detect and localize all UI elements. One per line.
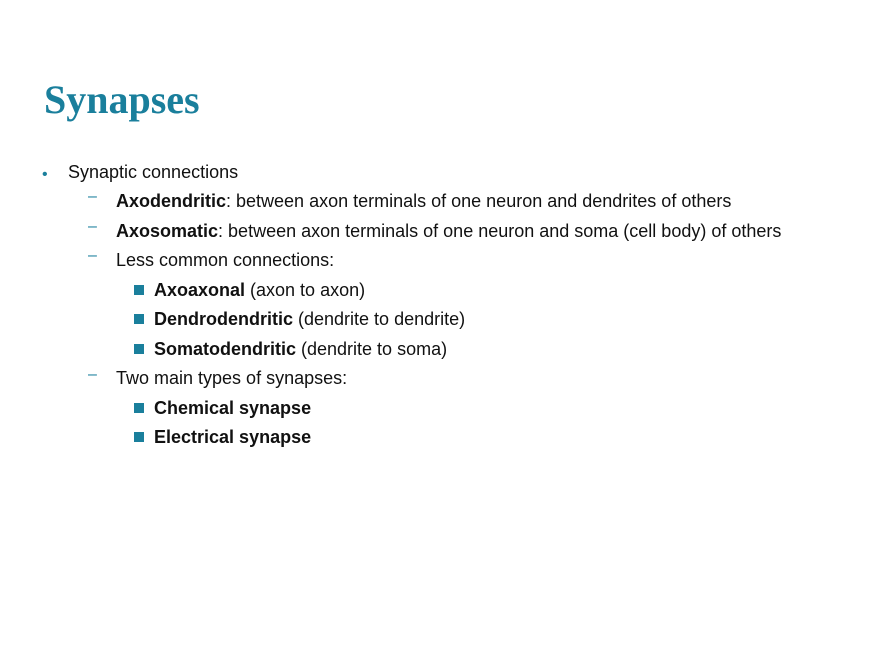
description: : between axon terminals of one neuron and dendrites of others — [226, 191, 732, 211]
slide-title: Synapses — [44, 77, 200, 122]
item-axoaxonal — [154, 279, 365, 301]
dash-icon: – — [88, 188, 97, 205]
item-less-common — [116, 249, 334, 271]
term: Axoaxonal — [154, 280, 246, 300]
description: : between axon terminals of one neuron and soma (cell body) of others — [218, 221, 782, 241]
term: Dendrodendritic — [154, 309, 294, 329]
square-bullet-icon — [134, 432, 144, 442]
item-axosomatic — [116, 220, 781, 242]
term: Axodendritic — [116, 191, 227, 211]
item-electrical-synapse — [154, 426, 311, 448]
item-axodendritic — [116, 190, 731, 212]
item-somatodendritic — [154, 338, 447, 360]
dash-icon: – — [88, 366, 97, 383]
term: Somatodendritic — [154, 339, 297, 359]
term: Chemical synapse — [154, 398, 312, 418]
dash-icon: – — [88, 247, 97, 264]
item-chemical-synapse — [154, 397, 311, 419]
item-dendrodendritic — [154, 308, 465, 330]
description: Less common connections: — [116, 250, 335, 270]
description: Two main types of synapses: — [116, 368, 348, 388]
term: Axosomatic — [116, 221, 219, 241]
item-two-main-types — [116, 367, 347, 389]
description: (axon to axon) — [245, 280, 366, 300]
description: (dendrite to dendrite) — [293, 309, 466, 329]
square-bullet-icon — [134, 314, 144, 324]
term: Electrical synapse — [154, 427, 312, 447]
square-bullet-icon — [134, 285, 144, 295]
description: (dendrite to soma) — [296, 339, 448, 359]
square-bullet-icon — [134, 344, 144, 354]
bullet-dot-icon: • — [42, 166, 48, 183]
square-bullet-icon — [134, 403, 144, 413]
bullet-synaptic-connections: Synaptic connections — [68, 162, 239, 182]
dash-icon: – — [88, 218, 97, 235]
